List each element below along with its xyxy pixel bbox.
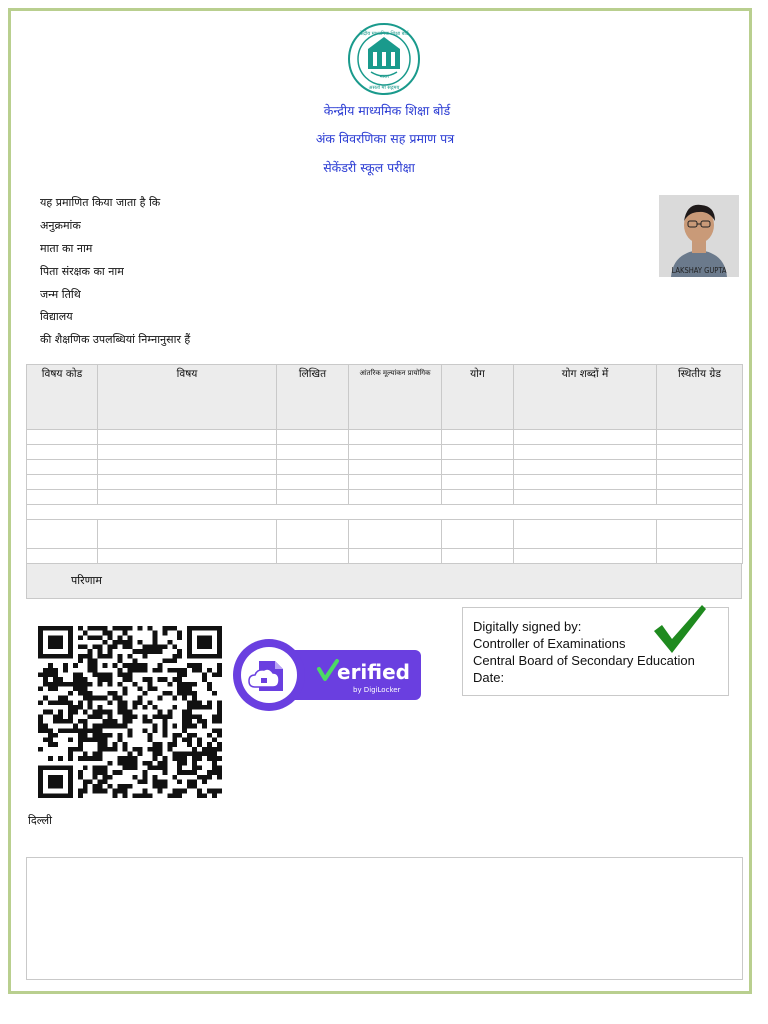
table-row [27,549,743,564]
dob-label: जन्म तिथि [40,288,81,301]
signature-line-1: Digitally signed by: [473,619,582,634]
father-name-label: पिता संरक्षक का नाम [40,265,124,278]
col-subject: विषय [98,365,277,430]
table-row [27,505,743,520]
school-label: विद्यालय [40,310,73,323]
signature-line-3: Central Board of Secondary Education [473,653,695,668]
cbse-emblem-icon [347,22,421,96]
table-row [27,520,743,549]
verified-sub: by DigiLocker [353,686,401,694]
certify-line: यह प्रमाणित किया जाता है कि [40,196,161,209]
marks-table [26,364,743,564]
col-total-words: योग शब्दों में [514,365,657,430]
col-grade: स्थितीय ग्रेड [657,365,743,430]
signature-line-2: Controller of Examinations [473,636,626,651]
board-name: केन्द्रीय माध्यमिक शिक्षा बोर्ड [323,103,451,118]
student-portrait [659,195,739,277]
col-internal-label: आंतरिक मूल्यांकन प्रायोगिक [359,369,431,377]
verified-badge [233,639,423,711]
checkmark-icon [652,601,708,657]
exam-name: सेकेंडरी स्कूल परीक्षा [323,160,415,175]
logo-inner-text: भारत [379,74,389,80]
logo-motto: असतो मा सद्गमय [368,85,400,91]
mother-name-label: माता का नाम [40,242,93,255]
remarks-box [26,857,743,980]
col-total: योग [442,365,514,430]
result-row [26,563,742,599]
photo-caption: LAKSHAY GUPTA [671,266,727,275]
marks-table-header [27,365,743,430]
student-photo [659,195,739,277]
col-internal [349,365,442,430]
table-row [27,490,743,505]
table-row [27,445,743,460]
verified-text: erified [337,660,410,684]
qr-modules [38,626,222,798]
col-written: लिखित [277,365,349,430]
table-row [27,460,743,475]
col-subject-code: विषय कोड [27,365,98,430]
table-row [27,475,743,490]
table-row [27,430,743,445]
achievement-line: की शैक्षणिक उपलब्धियां निम्नानुसार हैं [40,333,191,346]
place-label: दिल्ली [28,814,52,827]
logo-ring-text: केंद्रीय माध्यमिक शिक्षा बोर्ड [359,31,409,37]
qr-code-icon [38,626,222,798]
result-label: परिणाम [71,574,102,587]
document-title: अंक विवरणिका सह प्रमाण पत्र [315,131,455,146]
roll-number-label: अनुक्रमांक [40,219,81,232]
signature-line-4: Date: [473,670,505,685]
